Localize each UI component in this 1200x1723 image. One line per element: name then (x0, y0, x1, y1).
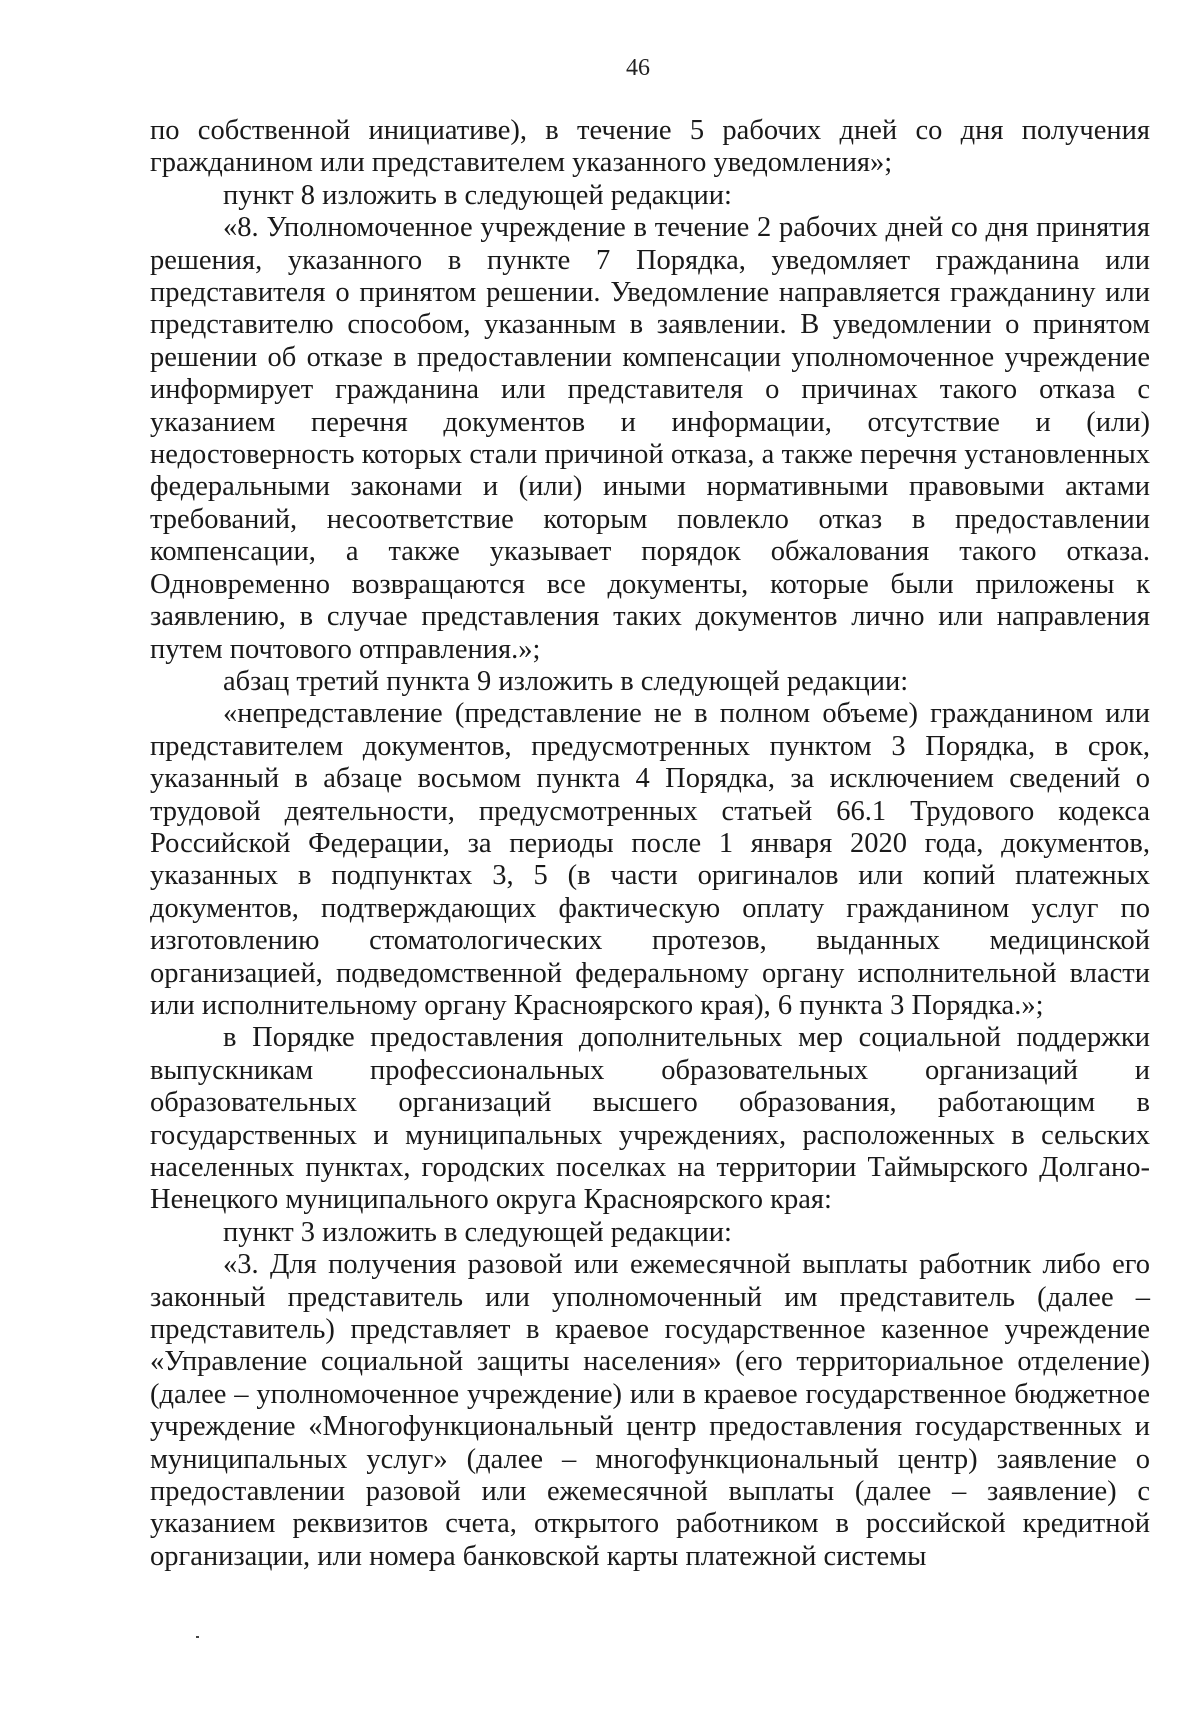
paragraph-point-9-heading: абзац третий пункта 9 изложить в следующей редакции: (223, 665, 909, 697)
paragraph-point-3-heading: пункт 3 изложить в следующей редакции: (223, 1216, 732, 1248)
paragraph-point-3-text: «3. Для получения разовой или ежемесячной выплаты работник либо его законный представитель или уполномоченный им представитель (далее – представитель) представляет в краевое государственное казенное учреждение «Управление социальной защиты населения» (его территориальное отделение) (далее – уполномоченное учреждение) или в краевое государственное бюджетное учреждение «Многофункциональный центр предоставления государственных и муниципальных услуг» (далее – многофункциональный центр) заявление о предоставлении разовой или ежемесячной выплаты (далее – заявление) с указанием реквизитов счета, открытого работником в российской кредитной организации, или номера банковской карты платежной системы (150, 1249, 1150, 1572)
paragraph-continuation: по собственной инициативе), в течение 5 рабочих дней со дня получения гражданином или представителем указанного уведомления»; (150, 115, 1150, 179)
paragraph-point-8-text: «8. Уполномоченное учреждение в течение 2 рабочих дней со дня принятия решения, указанного в пункте 7 Порядка, уведомляет гражданина или представителя о принятом решении. Уведомление направляется гражданину или представителю способом, указанным в заявлении. В уведомлении о принятом решении об отказе в предоставлении компенсации уполномоченное учреждение информирует гражданина или представителя о причинах такого отказа с указанием перечня документов и информации, отсутствие и (или) недостоверность которых стали причиной отказа, а также перечня установленных федеральными законами и (или) иными нормативными правовыми актами требований, несоответствие которым повлекло отказ в предоставлении компенсации, а также указывает порядок обжалования такого отказа. Одновременно возвращаются все документы, которые были приложены к заявлению, в случае представления таких документов лично или направления путем почтового отправления.»; (150, 212, 1150, 665)
page-number: 46 (626, 55, 650, 81)
document-body (150, 115, 1150, 1573)
scan-speck (196, 1636, 199, 1638)
paragraph-point-9-text: «непредставление (представление не в полном объеме) гражданином или представителем документов, предусмотренных пунктом 3 Порядка, в срок, указанный в абзаце восьмом пункта 4 Порядка, за исключением сведений о трудовой деятельности, предусмотренных статьей 66.1 Трудового кодекса Российской Федерации, за периоды после 1 января 2020 года, документов, указанных в подпунктах 3, 5 (в части оригиналов или копий платежных документов, подтверждающих фактическую оплату гражданином услуг по изготовлению стоматологических протезов, выданных медицинской организацией, подведомственной федеральному органу исполнительной власти или исполнительному органу Красноярского края), 6 пункта 3 Порядка.»; (150, 698, 1150, 1021)
paragraph-point-8-heading: пункт 8 изложить в следующей редакции: (223, 179, 732, 211)
paragraph-procedure-intro: в Порядке предоставления дополнительных мер социальной поддержки выпускникам профессиональных образовательных организаций и образовательных организаций высшего образования, работающим в государственных и муниципальных учреждениях, расположенных в сельских населенных пунктах, городских поселках на территории Таймырского Долгано-Ненецкого муниципального округа Красноярского края: (150, 1022, 1150, 1216)
